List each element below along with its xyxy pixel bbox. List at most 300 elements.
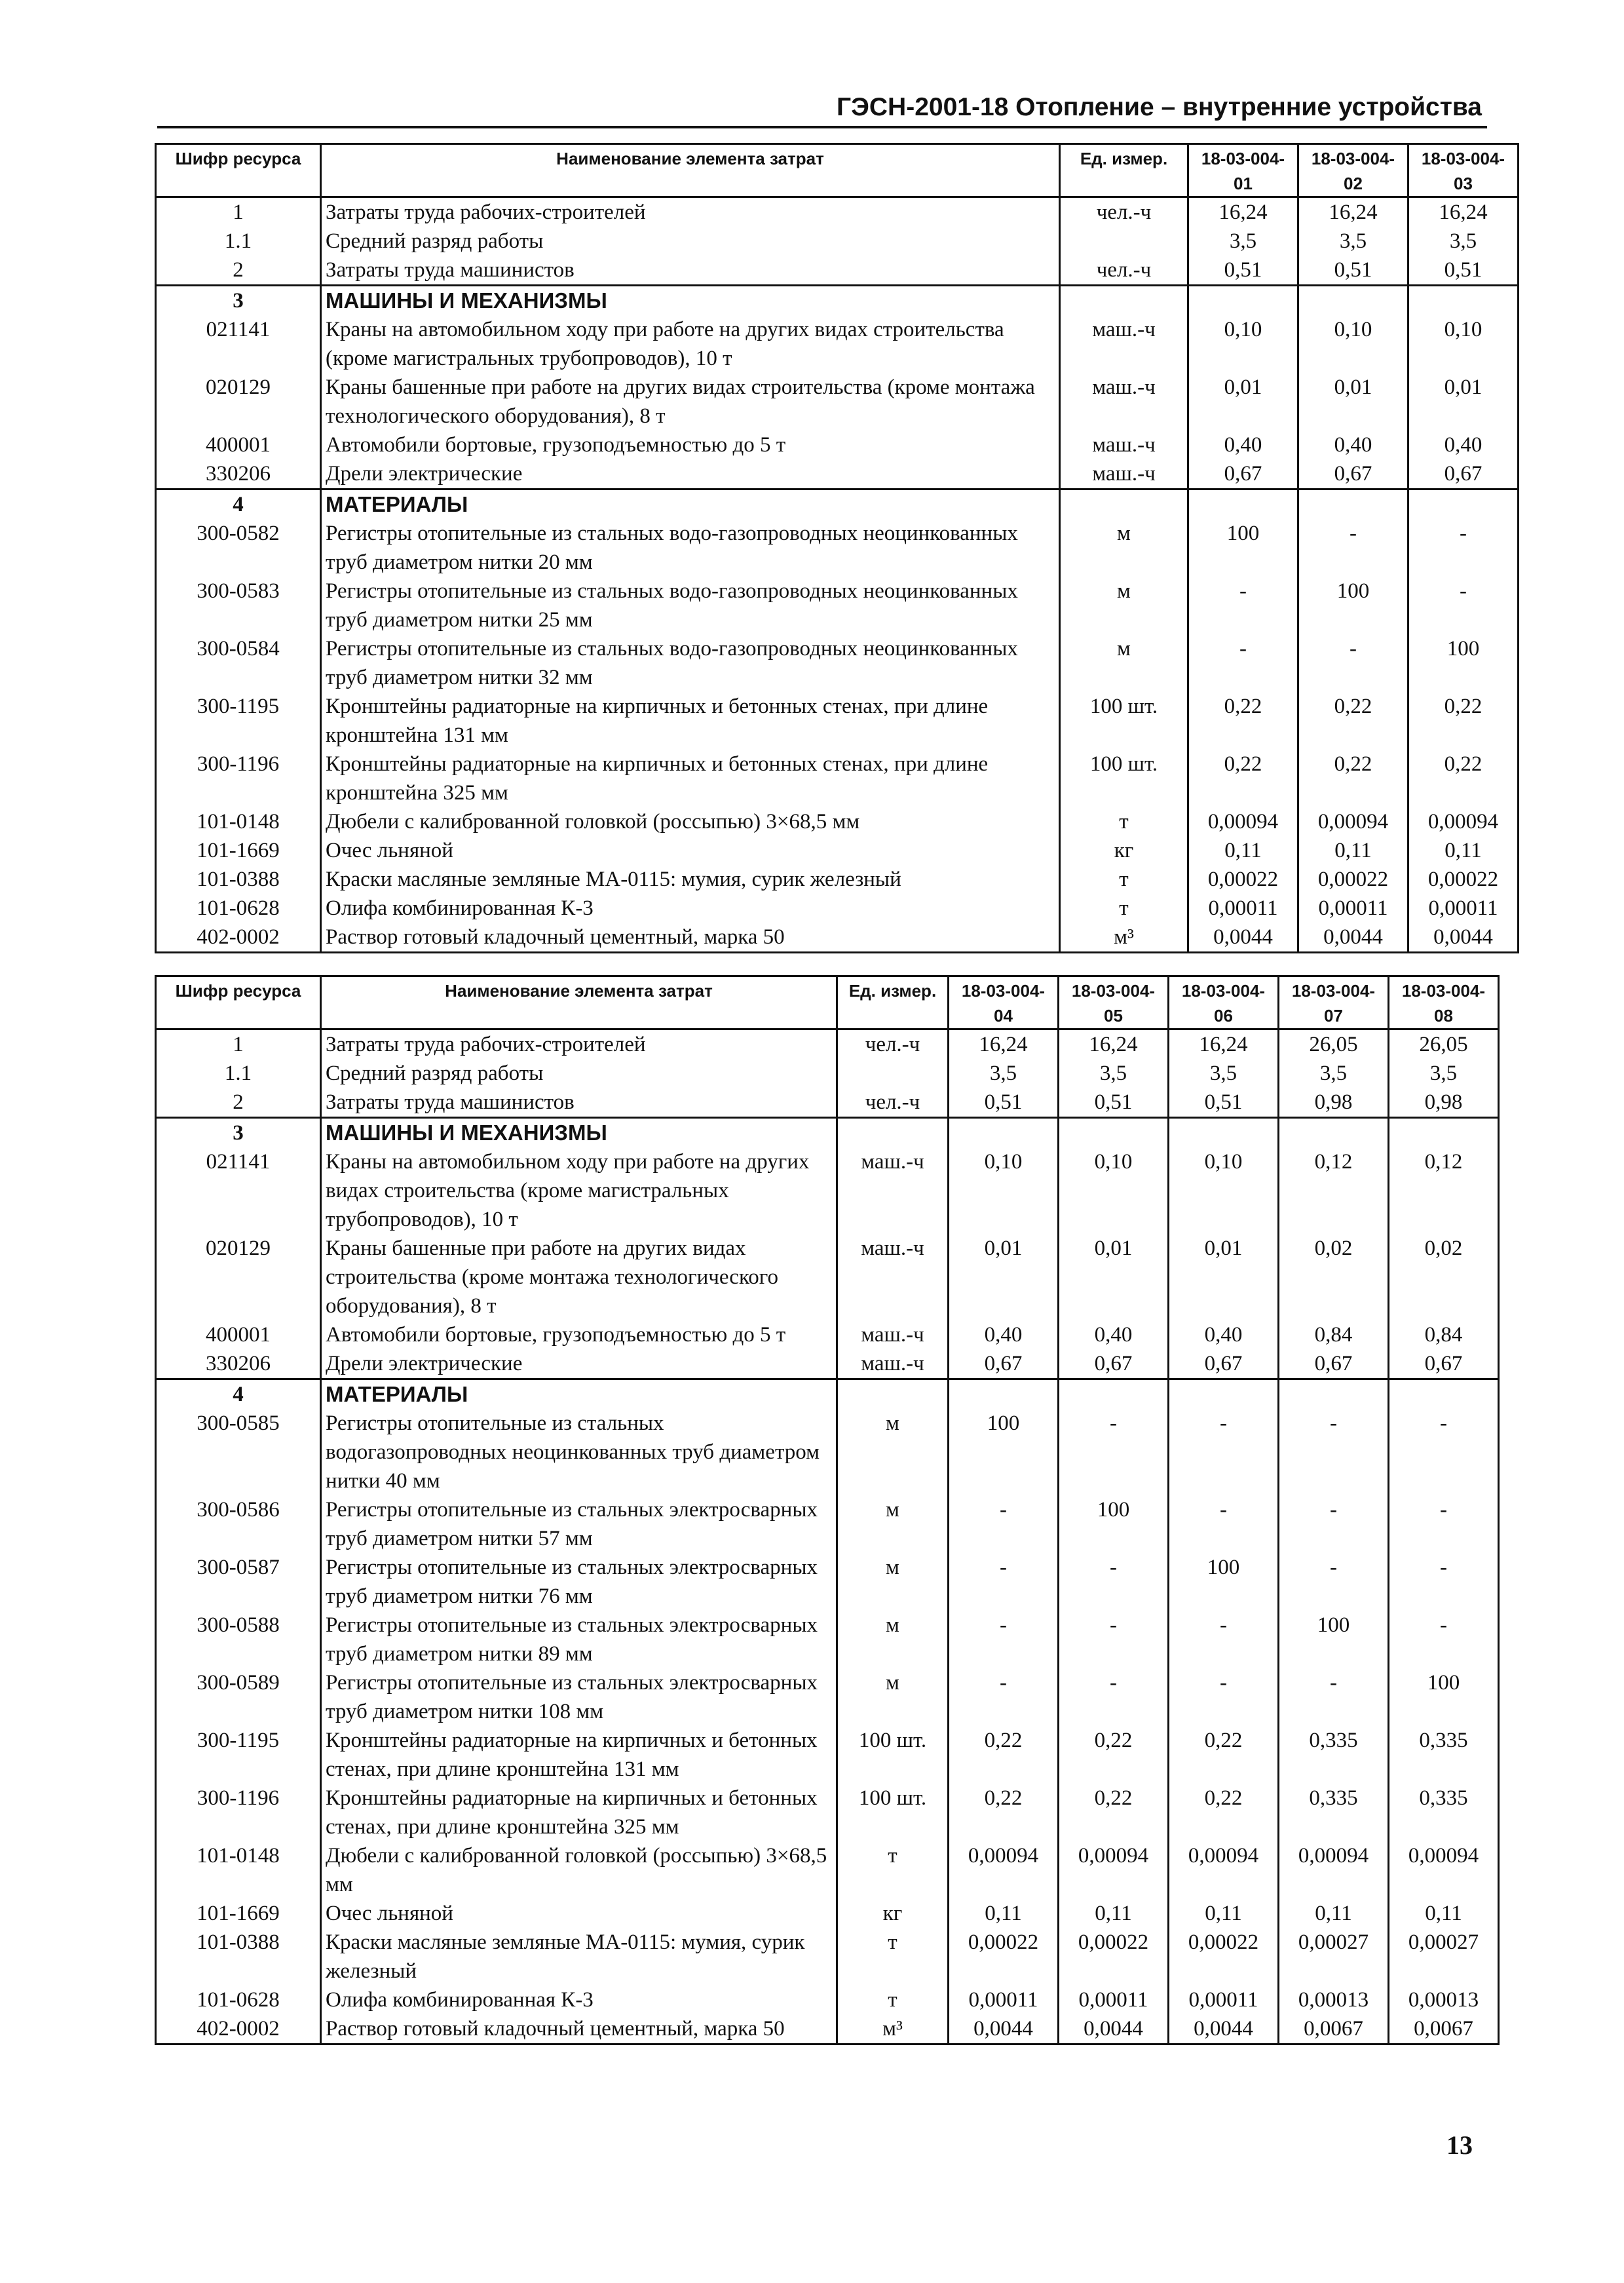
norm-value-cell: 100 xyxy=(1279,1611,1389,1668)
norm-value-cell: 0,11 xyxy=(1408,836,1519,865)
unit-cell: м xyxy=(1060,634,1188,692)
norm-value-cell: 0,67 xyxy=(1059,1349,1169,1379)
unit-cell: маш.-ч xyxy=(1060,431,1188,459)
norm-value-cell: - xyxy=(1279,1409,1389,1495)
table-row xyxy=(156,431,1519,459)
resource-name-cell: МАШИНЫ И МЕХАНИЗМЫ xyxy=(321,1118,837,1148)
unit-cell: т xyxy=(1060,865,1188,894)
norm-value-cell xyxy=(1059,1118,1169,1148)
resource-table-2 xyxy=(155,975,1500,2045)
norm-value-cell xyxy=(1059,1379,1169,1410)
norm-value-cell: 0,11 xyxy=(1279,1899,1389,1928)
resource-code-cell: 101-0628 xyxy=(156,1986,321,2014)
norm-value-cell: 100 xyxy=(1169,1553,1279,1611)
table-row xyxy=(156,227,1519,256)
norm-value-cell: 3,5 xyxy=(1298,227,1408,256)
norm-value-cell: 0,22 xyxy=(1298,750,1408,807)
resource-name-cell: Краны башенные при работе на других видах строительства (кроме монтажа технологического оборудования), 8 т xyxy=(321,1234,837,1320)
resource-code-cell: 101-0148 xyxy=(156,807,321,836)
norm-value-cell: - xyxy=(949,1495,1059,1553)
table-row xyxy=(156,256,1519,286)
norm-value-cell: 0,22 xyxy=(1188,750,1298,807)
norm-value-cell: 0,01 xyxy=(1169,1234,1279,1320)
norm-value-cell: 0,00022 xyxy=(949,1928,1059,1986)
resource-name-cell: Регистры отопительные из стальных электросварных труб диаметром нитки 89 мм xyxy=(321,1611,837,1668)
norm-value-cell: 0,335 xyxy=(1389,1784,1499,1841)
norm-value-cell: 0,98 xyxy=(1279,1088,1389,1118)
norm-value-cell: 0,00094 xyxy=(1279,1841,1389,1899)
norm-value-cell: 0,01 xyxy=(1188,373,1298,431)
norm-value-cell: 0,0067 xyxy=(1389,2014,1499,2044)
norm-value-cell: 0,51 xyxy=(1298,256,1408,286)
norm-value-cell: 0,40 xyxy=(1169,1320,1279,1349)
norm-value-cell: 3,5 xyxy=(949,1059,1059,1088)
resource-name-cell: Регистры отопительные из стальных электросварных труб диаметром нитки 76 мм xyxy=(321,1553,837,1611)
resource-name-cell: Дюбели с калиброванной головкой (россыпью) 3×68,5 мм xyxy=(321,807,1060,836)
norm-value-cell: 0,01 xyxy=(1408,373,1519,431)
resource-name-cell: Автомобили бортовые, грузоподъемностью до 5 т xyxy=(321,1320,837,1349)
resource-code-cell: 1 xyxy=(156,1029,321,1060)
resource-code-cell: 300-1196 xyxy=(156,750,321,807)
norm-value-cell: - xyxy=(1169,1495,1279,1553)
norm-value-cell: - xyxy=(1389,1553,1499,1611)
norm-value-cell: 0,51 xyxy=(1169,1088,1279,1118)
norm-value-cell: 0,12 xyxy=(1389,1147,1499,1234)
norm-value-cell: - xyxy=(1279,1668,1389,1726)
resource-name-cell: Раствор готовый кладочный цементный, марка 50 xyxy=(321,2014,837,2044)
table-row xyxy=(156,1899,1499,1928)
norm-value-cell: 0,22 xyxy=(1059,1784,1169,1841)
table-row xyxy=(156,1986,1499,2014)
section-heading-row xyxy=(156,1118,1499,1148)
table-row xyxy=(156,894,1519,923)
norm-value-cell: 16,24 xyxy=(1188,197,1298,227)
unit-cell: кг xyxy=(1060,836,1188,865)
norm-value-cell: 0,11 xyxy=(1389,1899,1499,1928)
norm-value-cell: 0,51 xyxy=(1059,1088,1169,1118)
norm-value-cell: 0,51 xyxy=(1188,256,1298,286)
norm-value-cell: 0,11 xyxy=(949,1899,1059,1928)
resource-name-cell: Дрели электрические xyxy=(321,1349,837,1379)
unit-cell: т xyxy=(837,1928,949,1986)
norm-value-cell: 3,5 xyxy=(1389,1059,1499,1088)
norm-value-cell: 0,0044 xyxy=(1408,923,1519,953)
norm-value-cell xyxy=(1389,1118,1499,1148)
column-header: 18-03-004-01 xyxy=(1188,144,1298,197)
resource-table-1-body xyxy=(156,197,1519,953)
resource-code-cell: 021141 xyxy=(156,315,321,373)
table-row xyxy=(156,2014,1499,2044)
norm-value-cell: 0,0044 xyxy=(949,2014,1059,2044)
resource-name-cell: Краски масляные земляные МА-0115: мумия, сурик железный xyxy=(321,1928,837,1986)
resource-name-cell: Дрели электрические xyxy=(321,459,1060,489)
resource-name-cell: МАТЕРИАЛЫ xyxy=(321,489,1060,520)
resource-code-cell: 101-0628 xyxy=(156,894,321,923)
table-row xyxy=(156,1668,1499,1726)
norm-value-cell: - xyxy=(1169,1611,1279,1668)
unit-cell: чел.-ч xyxy=(837,1088,949,1118)
norm-value-cell: 0,67 xyxy=(949,1349,1059,1379)
unit-cell: кг xyxy=(837,1899,949,1928)
norm-value-cell: 0,67 xyxy=(1279,1349,1389,1379)
norm-value-cell: 0,40 xyxy=(949,1320,1059,1349)
resource-code-cell: 1 xyxy=(156,197,321,227)
norm-value-cell: 0,00094 xyxy=(1389,1841,1499,1899)
resource-name-cell: Средний разряд работы xyxy=(321,1059,837,1088)
norm-value-cell: 0,11 xyxy=(1188,836,1298,865)
resource-code-cell: 300-0588 xyxy=(156,1611,321,1668)
norm-value-cell: 0,00094 xyxy=(1298,807,1408,836)
table-row xyxy=(156,197,1519,227)
resource-code-cell: 3 xyxy=(156,1118,321,1148)
page-header-title: ГЭСН-2001-18 Отопление – внутренние устройства xyxy=(837,93,1482,121)
resource-name-cell: Олифа комбинированная К-3 xyxy=(321,894,1060,923)
column-header: Наименование элемента затрат xyxy=(321,144,1060,197)
norm-value-cell xyxy=(1188,489,1298,520)
unit-cell: м³ xyxy=(1060,923,1188,953)
norm-value-cell: 0,67 xyxy=(1169,1349,1279,1379)
norm-value-cell: 0,01 xyxy=(1298,373,1408,431)
norm-value-cell: - xyxy=(1279,1495,1389,1553)
unit-cell: маш.-ч xyxy=(1060,373,1188,431)
resource-name-cell: Краны на автомобильном ходу при работе на других видах строительства (кроме магистральных трубопроводов), 10 т xyxy=(321,1147,837,1234)
norm-value-cell xyxy=(1298,286,1408,316)
resource-code-cell: 3 xyxy=(156,286,321,316)
column-header: Наименование элемента затрат xyxy=(321,976,837,1029)
resource-code-cell: 402-0002 xyxy=(156,2014,321,2044)
norm-value-cell: 0,0044 xyxy=(1169,2014,1279,2044)
resource-table-1-header xyxy=(156,144,1519,197)
norm-value-cell: 0,22 xyxy=(1169,1726,1279,1784)
column-header: Ед. измер. xyxy=(1060,144,1188,197)
resource-name-cell: Раствор готовый кладочный цементный, марка 50 xyxy=(321,923,1060,953)
norm-value-cell: 0,335 xyxy=(1279,1784,1389,1841)
unit-cell: м xyxy=(837,1668,949,1726)
norm-value-cell: 0,67 xyxy=(1389,1349,1499,1379)
norm-value-cell: 26,05 xyxy=(1279,1029,1389,1060)
page-header xyxy=(157,86,1487,128)
resource-name-cell: Дюбели с калиброванной головкой (россыпью) 3×68,5 мм xyxy=(321,1841,837,1899)
resource-name-cell: Краны башенные при работе на других видах строительства (кроме монтажа технологического оборудования), 8 т xyxy=(321,373,1060,431)
norm-value-cell: 16,24 xyxy=(1169,1029,1279,1060)
column-header: 18-03-004-08 xyxy=(1389,976,1499,1029)
unit-cell: т xyxy=(1060,807,1188,836)
norm-value-cell: - xyxy=(1298,519,1408,577)
norm-value-cell: 0,22 xyxy=(1059,1726,1169,1784)
norm-value-cell: 0,0044 xyxy=(1188,923,1298,953)
norm-value-cell: 0,22 xyxy=(1298,692,1408,750)
table-row xyxy=(156,1059,1499,1088)
resource-code-cell: 101-1669 xyxy=(156,836,321,865)
resource-code-cell: 400001 xyxy=(156,431,321,459)
unit-cell: 100 шт. xyxy=(1060,750,1188,807)
norm-value-cell: 0,00022 xyxy=(1188,865,1298,894)
resource-code-cell: 2 xyxy=(156,256,321,286)
norm-value-cell: 3,5 xyxy=(1408,227,1519,256)
norm-value-cell: 0,0044 xyxy=(1298,923,1408,953)
norm-value-cell: 0,12 xyxy=(1279,1147,1389,1234)
norm-value-cell: 0,10 xyxy=(1298,315,1408,373)
table-row xyxy=(156,1349,1499,1379)
resource-code-cell: 402-0002 xyxy=(156,923,321,953)
unit-cell: 100 шт. xyxy=(1060,692,1188,750)
resource-name-cell: Кронштейны радиаторные на кирпичных и бетонных стенах, при длине кронштейна 325 мм xyxy=(321,1784,837,1841)
resource-table-2-header xyxy=(156,976,1499,1029)
table-row xyxy=(156,1147,1499,1234)
resource-name-cell: Кронштейны радиаторные на кирпичных и бетонных стенах, при длине кронштейна 131 мм xyxy=(321,1726,837,1784)
norm-value-cell: 0,00022 xyxy=(1408,865,1519,894)
resource-name-cell: Затраты труда рабочих-строителей xyxy=(321,1029,837,1060)
table-row xyxy=(156,865,1519,894)
table-row xyxy=(156,634,1519,692)
resource-code-cell: 300-0587 xyxy=(156,1553,321,1611)
norm-value-cell: - xyxy=(949,1611,1059,1668)
norm-value-cell: 16,24 xyxy=(1408,197,1519,227)
norm-value-cell: 0,67 xyxy=(1408,459,1519,489)
norm-value-cell: - xyxy=(949,1668,1059,1726)
norm-value-cell: - xyxy=(1279,1553,1389,1611)
unit-cell: чел.-ч xyxy=(837,1029,949,1060)
table-row xyxy=(156,1495,1499,1553)
norm-value-cell: 0,00094 xyxy=(1408,807,1519,836)
norm-value-cell: 26,05 xyxy=(1389,1029,1499,1060)
resource-name-cell: Очес льняной xyxy=(321,1899,837,1928)
norm-value-cell: 0,02 xyxy=(1389,1234,1499,1320)
norm-value-cell: 0,00094 xyxy=(949,1841,1059,1899)
table-row xyxy=(156,692,1519,750)
unit-cell xyxy=(837,1379,949,1410)
unit-cell xyxy=(837,1118,949,1148)
column-header: Шифр ресурса xyxy=(156,976,321,1029)
norm-value-cell: 0,0044 xyxy=(1059,2014,1169,2044)
norm-value-cell xyxy=(1298,489,1408,520)
resource-name-cell: Средний разряд работы xyxy=(321,227,1060,256)
norm-value-cell: 0,10 xyxy=(1408,315,1519,373)
unit-cell: 100 шт. xyxy=(837,1784,949,1841)
norm-value-cell: 0,00022 xyxy=(1298,865,1408,894)
unit-cell: маш.-ч xyxy=(837,1320,949,1349)
norm-value-cell: - xyxy=(1059,1553,1169,1611)
norm-value-cell: 0,67 xyxy=(1188,459,1298,489)
norm-value-cell: 0,335 xyxy=(1389,1726,1499,1784)
resource-name-cell: Кронштейны радиаторные на кирпичных и бетонных стенах, при длине кронштейна 325 мм xyxy=(321,750,1060,807)
norm-value-cell: - xyxy=(1059,1409,1169,1495)
unit-cell: м xyxy=(837,1495,949,1553)
unit-cell: м xyxy=(837,1611,949,1668)
unit-cell xyxy=(837,1059,949,1088)
norm-value-cell: - xyxy=(1188,634,1298,692)
norm-value-cell: - xyxy=(1188,577,1298,634)
norm-value-cell: 16,24 xyxy=(1059,1029,1169,1060)
column-header: Ед. измер. xyxy=(837,976,949,1029)
table-row xyxy=(156,807,1519,836)
resource-name-cell: Затраты труда рабочих-строителей xyxy=(321,197,1060,227)
norm-value-cell: 0,00011 xyxy=(1059,1986,1169,2014)
norm-value-cell: 0,67 xyxy=(1298,459,1408,489)
resource-name-cell: Регистры отопительные из стальных электросварных труб диаметром нитки 108 мм xyxy=(321,1668,837,1726)
resource-name-cell: Краны на автомобильном ходу при работе на других видах строительства (кроме магистральных трубопроводов), 10 т xyxy=(321,315,1060,373)
unit-cell: м xyxy=(1060,519,1188,577)
norm-value-cell: 0,00013 xyxy=(1279,1986,1389,2014)
norm-value-cell: 0,22 xyxy=(1408,750,1519,807)
norm-value-cell: 0,00027 xyxy=(1279,1928,1389,1986)
norm-value-cell: - xyxy=(1389,1611,1499,1668)
resource-code-cell: 300-0589 xyxy=(156,1668,321,1726)
column-header: 18-03-004-04 xyxy=(949,976,1059,1029)
norm-value-cell: 0,22 xyxy=(949,1726,1059,1784)
resource-name-cell: Регистры отопительные из стальных водогазопроводных неоцинкованных труб диаметром нитки 40 мм xyxy=(321,1409,837,1495)
resource-name-cell: Регистры отопительные из стальных водо-газопроводных неоцинкованных труб диаметром нитки 20 мм xyxy=(321,519,1060,577)
page-number: 13 xyxy=(1446,2130,1473,2160)
table-row xyxy=(156,315,1519,373)
resource-code-cell: 4 xyxy=(156,1379,321,1410)
norm-value-cell: 16,24 xyxy=(1298,197,1408,227)
norm-value-cell xyxy=(1169,1379,1279,1410)
table-row xyxy=(156,1029,1499,1060)
unit-cell: чел.-ч xyxy=(1060,256,1188,286)
norm-value-cell: 0,00013 xyxy=(1389,1986,1499,2014)
norm-value-cell: 0,84 xyxy=(1279,1320,1389,1349)
norm-value-cell xyxy=(1169,1118,1279,1148)
resource-code-cell: 330206 xyxy=(156,459,321,489)
table-row xyxy=(156,750,1519,807)
norm-value-cell: - xyxy=(1169,1409,1279,1495)
resource-code-cell: 101-0388 xyxy=(156,1928,321,1986)
table-row xyxy=(156,1409,1499,1495)
section-heading-row xyxy=(156,286,1519,316)
resource-code-cell: 300-1195 xyxy=(156,692,321,750)
norm-value-cell: - xyxy=(1408,519,1519,577)
resource-code-cell: 400001 xyxy=(156,1320,321,1349)
norm-value-cell: 0,335 xyxy=(1279,1726,1389,1784)
norm-value-cell: 0,51 xyxy=(1408,256,1519,286)
norm-value-cell: 0,00094 xyxy=(1188,807,1298,836)
resource-code-cell: 101-1669 xyxy=(156,1899,321,1928)
norm-value-cell: - xyxy=(1298,634,1408,692)
unit-cell: маш.-ч xyxy=(837,1349,949,1379)
norm-value-cell: 0,0067 xyxy=(1279,2014,1389,2044)
table-row xyxy=(156,577,1519,634)
resource-code-cell: 2 xyxy=(156,1088,321,1118)
norm-value-cell: 0,10 xyxy=(1188,315,1298,373)
table-row xyxy=(156,1841,1499,1899)
norm-value-cell: 0,02 xyxy=(1279,1234,1389,1320)
resource-name-cell: Затраты труда машинистов xyxy=(321,256,1060,286)
resource-code-cell: 300-0585 xyxy=(156,1409,321,1495)
table-row xyxy=(156,373,1519,431)
norm-value-cell: 3,5 xyxy=(1279,1059,1389,1088)
norm-value-cell: 100 xyxy=(1389,1668,1499,1726)
norm-value-cell: - xyxy=(949,1553,1059,1611)
norm-value-cell xyxy=(949,1118,1059,1148)
norm-value-cell: - xyxy=(1059,1611,1169,1668)
table-row xyxy=(156,1784,1499,1841)
norm-value-cell: 0,00022 xyxy=(1059,1928,1169,1986)
norm-value-cell: 0,10 xyxy=(1059,1147,1169,1234)
norm-value-cell: 0,00011 xyxy=(1298,894,1408,923)
unit-cell: маш.-ч xyxy=(1060,459,1188,489)
resource-code-cell: 1.1 xyxy=(156,227,321,256)
resource-code-cell: 330206 xyxy=(156,1349,321,1379)
unit-cell: т xyxy=(837,1986,949,2014)
resource-name-cell: МАШИНЫ И МЕХАНИЗМЫ xyxy=(321,286,1060,316)
norm-value-cell: 3,5 xyxy=(1188,227,1298,256)
norm-value-cell: 0,00011 xyxy=(1188,894,1298,923)
resource-code-cell: 020129 xyxy=(156,373,321,431)
table-row xyxy=(156,1928,1499,1986)
norm-value-cell: 0,10 xyxy=(1169,1147,1279,1234)
resource-name-cell: МАТЕРИАЛЫ xyxy=(321,1379,837,1410)
norm-value-cell xyxy=(1279,1379,1389,1410)
unit-cell: м³ xyxy=(837,2014,949,2044)
table-row xyxy=(156,519,1519,577)
norm-value-cell: 100 xyxy=(949,1409,1059,1495)
table-row xyxy=(156,1234,1499,1320)
norm-value-cell: 0,22 xyxy=(949,1784,1059,1841)
norm-value-cell: 0,11 xyxy=(1169,1899,1279,1928)
norm-value-cell: - xyxy=(1389,1495,1499,1553)
norm-value-cell: 0,40 xyxy=(1408,431,1519,459)
table-row xyxy=(156,1553,1499,1611)
table-row xyxy=(156,1088,1499,1118)
resource-name-cell: Автомобили бортовые, грузоподъемностью до 5 т xyxy=(321,431,1060,459)
norm-value-cell: - xyxy=(1408,577,1519,634)
unit-cell: маш.-ч xyxy=(837,1234,949,1320)
resource-table-2-body xyxy=(156,1029,1499,2044)
norm-value-cell xyxy=(1188,286,1298,316)
norm-value-cell: - xyxy=(1389,1409,1499,1495)
norm-value-cell: 0,40 xyxy=(1059,1320,1169,1349)
norm-value-cell: 3,5 xyxy=(1169,1059,1279,1088)
norm-value-cell: 0,51 xyxy=(949,1088,1059,1118)
unit-cell: т xyxy=(1060,894,1188,923)
column-header: 18-03-004-05 xyxy=(1059,976,1169,1029)
norm-value-cell: 100 xyxy=(1298,577,1408,634)
norm-value-cell: 100 xyxy=(1188,519,1298,577)
norm-value-cell: 0,00011 xyxy=(1169,1986,1279,2014)
table-row xyxy=(156,1611,1499,1668)
resource-code-cell: 020129 xyxy=(156,1234,321,1320)
unit-cell: м xyxy=(1060,577,1188,634)
column-header: Шифр ресурса xyxy=(156,144,321,197)
column-header: 18-03-004-03 xyxy=(1408,144,1519,197)
norm-value-cell xyxy=(1408,286,1519,316)
unit-cell xyxy=(1060,489,1188,520)
norm-value-cell: 0,22 xyxy=(1169,1784,1279,1841)
resource-name-cell: Очес льняной xyxy=(321,836,1060,865)
table-row xyxy=(156,836,1519,865)
resource-name-cell: Олифа комбинированная К-3 xyxy=(321,1986,837,2014)
resource-code-cell: 021141 xyxy=(156,1147,321,1234)
resource-code-cell: 300-0583 xyxy=(156,577,321,634)
column-header: 18-03-004-06 xyxy=(1169,976,1279,1029)
norm-value-cell: 0,98 xyxy=(1389,1088,1499,1118)
column-header: 18-03-004-02 xyxy=(1298,144,1408,197)
norm-value-cell: 0,00022 xyxy=(1169,1928,1279,1986)
norm-value-cell: 0,00011 xyxy=(1408,894,1519,923)
unit-cell: м xyxy=(837,1553,949,1611)
resource-code-cell: 300-1196 xyxy=(156,1784,321,1841)
section-heading-row xyxy=(156,489,1519,520)
resource-code-cell: 300-0584 xyxy=(156,634,321,692)
resource-code-cell: 101-0148 xyxy=(156,1841,321,1899)
table-row xyxy=(156,459,1519,489)
resource-name-cell: Регистры отопительные из стальных водо-газопроводных неоцинкованных труб диаметром нитки 25 мм xyxy=(321,577,1060,634)
resource-code-cell: 101-0388 xyxy=(156,865,321,894)
unit-cell: т xyxy=(837,1841,949,1899)
norm-value-cell: 0,22 xyxy=(1188,692,1298,750)
resource-name-cell: Регистры отопительные из стальных электросварных труб диаметром нитки 57 мм xyxy=(321,1495,837,1553)
